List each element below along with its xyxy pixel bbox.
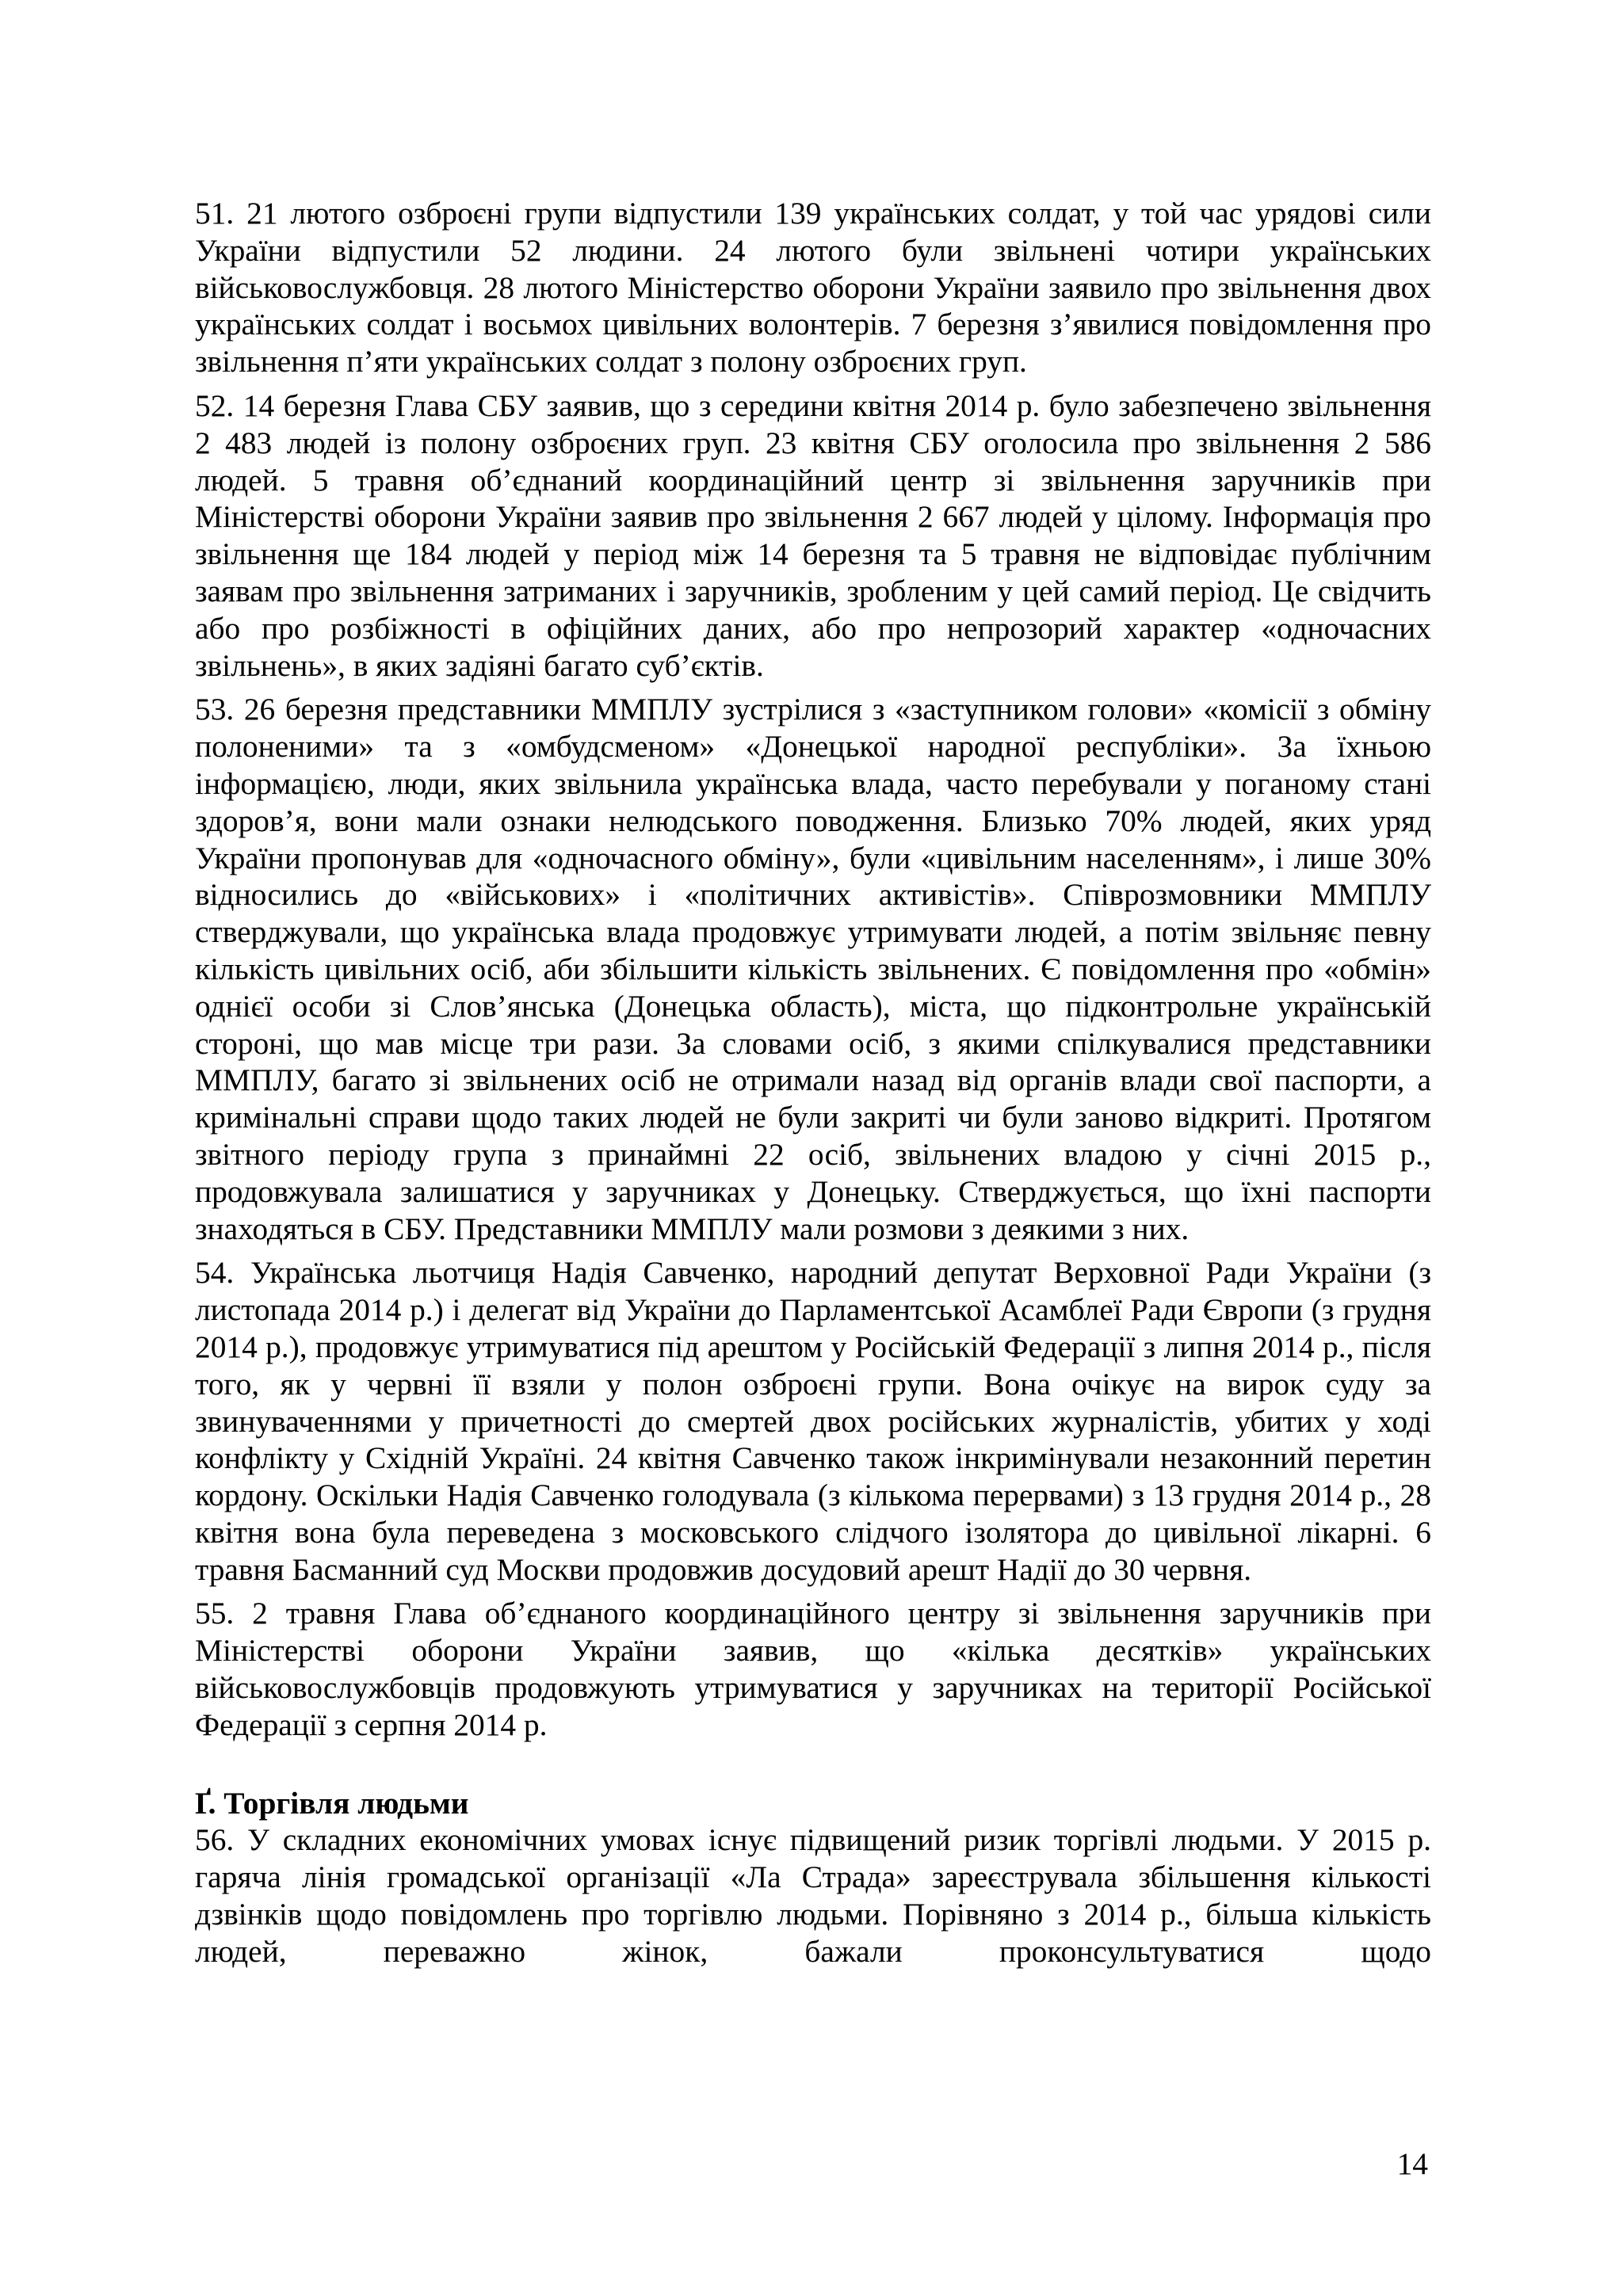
paragraph-51: 51. 21 лютого озброєні групи відпустили 139 українських солдат, у той час урядові сили України відпустили 52 людини. 24 лютого були звільнені чотири українських військовослужбовця. 28 лютого Міністерство оборони України заявило про звільнення двох українських солдат і восьмох цивільних волонтерів. 7 березня з’явилися повідомлення про звільнення п’яти українських солдат з полону озброєних груп.: [195, 196, 1431, 379]
paragraph-53: 53. 26 березня представники ММПЛУ зустрілися з «заступником голови» «комісії з обміну полоненими» та з «омбудсменом» «Донецької народної республіки». За їхньою інформацією, люди, яких звільнила українська влада, часто перебували у поганому стані здоров’я, вони мали ознаки нелюдського поводження. Близько 70% людей, яких уряд України пропонував для «одночасного обміну», були «цивільним населенням», і лише 30% відносились до «військових» і «політичних активістів». Співрозмовники ММПЛУ стверджували, що українська влада продовжує утримувати людей, а потім звільняє певну кількість цивільних осіб, аби збільшити кількість звільнених. Є повідомлення про «обмін» однієї особи зі Слов’янська (Донецька область), міста, що підконтрольне українській стороні, що мав місце три рази. За словами осіб, з якими спілкувалися представники ММПЛУ, багато зі звільнених осіб не отримали назад від органів влади свої паспорти, а кримінальні справи щодо таких людей не були закриті чи були заново відкриті. Протягом звітного періоду група з принаймні 22 осіб, звільнених владою у січні 2015 р., продовжувала залишатися у заручниках у Донецьку. Стверджується, що їхні паспорти знаходяться в СБУ. Представники ММПЛУ мали розмови з деякими з них.: [195, 692, 1431, 1246]
document-body: [195, 195, 1431, 1978]
paragraph-54: 54. Українська льотчиця Надія Савченко, народний депутат Верховної Ради України (з листопада 2014 р.) і делегат від України до Парламентської Асамблеї Ради Європи (з грудня 2014 р.), продовжує утримуватися під арештом у Російській Федерації з липня 2014 р., після того, як у червні її взяли у полон озброєні групи. Вона очікує на вирок суду за звинуваченнями у причетності до смертей двох російських журналістів, убитих у ході конфлікту у Східній Україні. 24 квітня Савченко також інкримінували незаконний перетин кордону. Оскільки Надія Савченко голодувала (з кількома перервами) з 13 грудня 2014 р., 28 квітня вона була переведена з московського слідчого ізолятора до цивільної лікарні. 6 травня Басманний суд Москви продовжив досудовий арешт Надії до 30 червня.: [195, 1255, 1431, 1587]
paragraph-56: 56. У складних економічних умовах існує підвищений ризик торгівлі людьми. У 2015 р. гаряча лінія громадської організації «Ла Страда» зареєструвала збільшення кількості дзвінків щодо повідомлень про торгівлю людьми. Порівняно з 2014 р., більша кількість людей, переважно жінок, бажали проконсультуватися щодо: [195, 1822, 1431, 1969]
section-heading-human-trafficking: Ґ. Торгівля людьми: [195, 1785, 469, 1821]
page-number: 14: [1396, 2146, 1428, 2181]
paragraph-55: 55. 2 травня Глава об’єднаного координаційного центру зі звільнення заручників при Міністерстві оборони України заявив, що «кілька десятків» українських військовослужбовців продовжують утримуватися у заручниках на території Російської Федерації з серпня 2014 р.: [195, 1596, 1431, 1742]
paragraph-52: 52. 14 березня Глава СБУ заявив, що з середини квітня 2014 р. було забезпечено звільнення 2 483 людей із полону озброєних груп. 23 квітня СБУ оголосила про звільнення 2 586 людей. 5 травня об’єднаний координаційний центр зі звільнення заручників при Міністерстві оборони України заявив про звільнення 2 667 людей у цілому. Інформація про звільнення ще 184 людей у період між 14 березня та 5 травня не відповідає публічним заявам про звільнення затриманих і заручників, зробленим у цей самий період. Це свідчить або про розбіжності в офіційних даних, або про непрозорий характер «одночасних звільнень», в яких задіяні багато суб’єктів.: [195, 387, 1431, 683]
